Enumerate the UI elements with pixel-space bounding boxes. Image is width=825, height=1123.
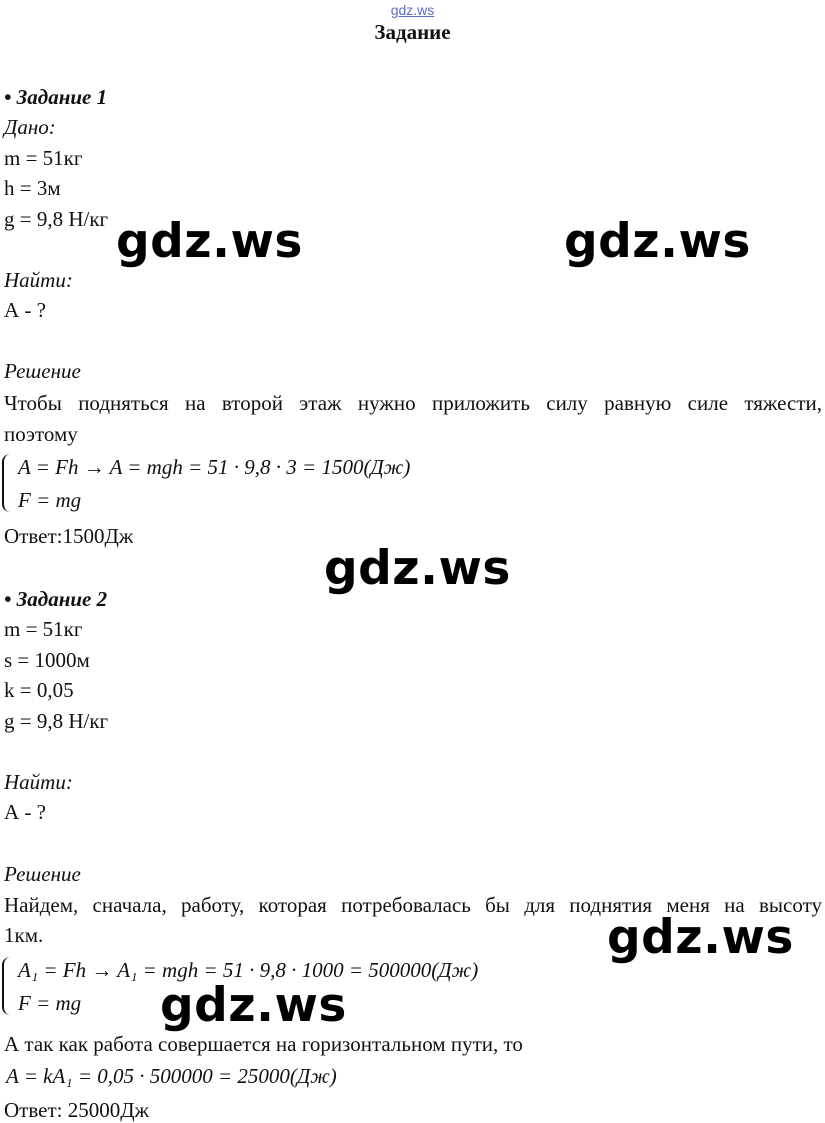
task2-solution-text-cont: 1км. xyxy=(4,923,44,947)
watermark: gdz.ws xyxy=(564,214,751,269)
task1-answer: Ответ:1500Дж xyxy=(4,524,134,548)
task1-find: А - ? xyxy=(4,298,46,322)
task2-heading: • Задание 2 xyxy=(4,587,108,611)
task2-horizontal-text: А так как работа совершается на горизонтальном пути, то xyxy=(4,1032,523,1056)
task1-equation-work: A = Fh → A = mgh = 51 · 9,8 · 3 = 1500(Дж) xyxy=(18,455,411,479)
task2-given-gravity: g = 9,8 Н/кг xyxy=(4,709,109,733)
task2-given-mass: m = 51кг xyxy=(4,617,83,641)
task1-system-brace xyxy=(2,454,12,512)
task1-equation-force: F = mg xyxy=(18,488,82,512)
task2-equation-force: F = mg xyxy=(18,991,82,1015)
task2-answer: Ответ: 25000Дж xyxy=(4,1098,150,1122)
task2-system-brace xyxy=(2,957,12,1015)
task1-solution-text-cont: поэтому xyxy=(4,422,78,446)
task1-solution-text: Чтобы подняться на второй этаж нужно приложить силу равную силе тяжести, xyxy=(4,391,822,415)
task2-given-distance: s = 1000м xyxy=(4,648,90,672)
task1-given-label: Дано: xyxy=(4,115,56,139)
task1-heading: • Задание 1 xyxy=(4,85,108,109)
task2-find: А - ? xyxy=(4,800,46,824)
watermark: gdz.ws xyxy=(160,978,347,1033)
task1-solution-label: Решение xyxy=(4,359,81,383)
task2-given-coefficient: k = 0,05 xyxy=(4,678,74,702)
task1-given-gravity: g = 9,8 Н/кг xyxy=(4,207,109,231)
task2-solution-label: Решение xyxy=(4,862,81,886)
task2-find-label: Найти: xyxy=(4,770,73,794)
task1-find-label: Найти: xyxy=(4,268,73,292)
task1-given-height: h = 3м xyxy=(4,176,61,200)
task2-solution-text: Найдем, сначала, работу, которая потребовалась бы для поднятия меня на высоту xyxy=(4,893,822,917)
watermark: gdz.ws xyxy=(324,541,511,596)
task2-equation-work: A₁ = Fh → A₁ = mgh = 51 · 9,8 · 1000 = 500000(Дж) xyxy=(18,958,479,982)
task2-equation-result: A = kA₁ = 0,05 · 500000 = 25000(Дж) xyxy=(6,1064,337,1088)
watermark: gdz.ws xyxy=(607,910,794,965)
task1-given-mass: m = 51кг xyxy=(4,146,83,170)
page-title: Задание xyxy=(374,20,451,44)
site-link[interactable]: gdz.ws xyxy=(390,2,435,18)
watermark: gdz.ws xyxy=(116,214,303,269)
